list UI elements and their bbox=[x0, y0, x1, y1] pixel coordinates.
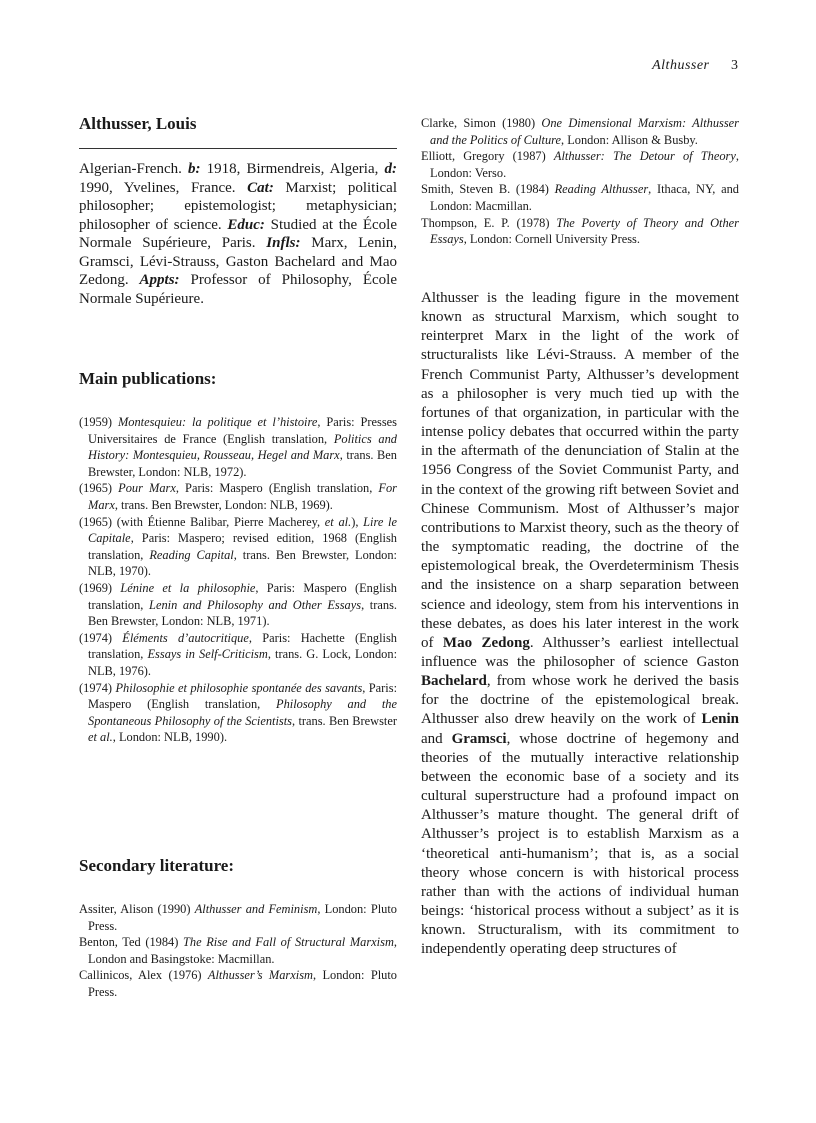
text-run: Marxist; political philosopher; epistemologist; metaphysician; philosopher of science. bbox=[79, 179, 398, 233]
entry-bio bbox=[79, 160, 397, 308]
text-run: , Paris: Presses Universitaires de France (English translation, bbox=[88, 415, 397, 446]
text-run: , Paris: Maspero (English translation, bbox=[88, 680, 398, 712]
text-run: ), bbox=[351, 514, 364, 529]
title-text: Althusser and Feminism bbox=[194, 902, 318, 916]
title-text: Politics and History: Montesquieu, Rousseau, Hegel and Marx bbox=[88, 431, 397, 463]
text-run: Smith, Steven B. (1984) bbox=[421, 182, 555, 197]
text-run: , Ithaca, NY, and London: Macmillan. bbox=[430, 182, 739, 213]
text-run: (1974) bbox=[79, 630, 123, 645]
title-text: Essays in Self-Criticism bbox=[147, 647, 268, 662]
title-text: et al. bbox=[88, 730, 113, 745]
emphasis-text: b: bbox=[188, 161, 201, 177]
text-run: , from whose work he derived the basis for the doctrine of the epistemological break. Althusser also drew heavily on the work of bbox=[421, 673, 739, 728]
reference-item bbox=[79, 967, 397, 1000]
emphasis-text: Gramsci bbox=[451, 730, 507, 747]
title-text: Pour Marx bbox=[118, 481, 176, 496]
publication-item bbox=[79, 414, 397, 480]
text-run: and bbox=[421, 730, 452, 747]
text-run: . Althusser’s earliest intellectual influence was the philosopher of science Gaston bbox=[421, 634, 739, 670]
text-run: , Paris: Maspero (English translation, bbox=[175, 481, 379, 496]
text-run: Benton, Ted (1984) bbox=[79, 935, 183, 950]
title-text: Reading Althusser bbox=[554, 182, 649, 197]
text-run: , trans. Ben Brewster, London: NLB, 1971). bbox=[88, 597, 397, 629]
title-text: The Poverty of Theory and Other Essays bbox=[430, 215, 739, 247]
emphasis-text: Infls: bbox=[266, 235, 301, 251]
text-run: Thompson, E. P. (1978) bbox=[421, 215, 557, 230]
text-run: , London: NLB, 1990). bbox=[112, 730, 228, 745]
emphasis-text: d: bbox=[384, 161, 397, 177]
title-text: et al. bbox=[324, 514, 352, 529]
entry-body-text bbox=[421, 289, 739, 959]
emphasis-text: Bachelard bbox=[421, 673, 487, 690]
secondary-literature-list-left bbox=[79, 901, 397, 1001]
title-text: Althusser’s Marxism bbox=[207, 968, 313, 983]
publication-item bbox=[79, 580, 397, 630]
text-run: (1965) (with Étienne Balibar, Pierre Macherey, bbox=[79, 514, 325, 529]
text-run: , London: Cornell University Press. bbox=[463, 232, 640, 247]
text-run: Assiter, Alison (1990) bbox=[79, 902, 195, 916]
title-text: For Marx bbox=[88, 481, 397, 512]
text-run: (1974) bbox=[79, 680, 116, 695]
secondary-literature-list-right bbox=[421, 115, 739, 248]
title-text: Reading Capital bbox=[149, 547, 234, 562]
text-run: Marx, Lenin, Gramsci, Lévi-Strauss, Gaston Bachelard and Mao Zedong. bbox=[79, 235, 397, 288]
text-run: , trans. Ben Brewster bbox=[292, 713, 397, 728]
text-run: (1959) bbox=[79, 415, 118, 429]
title-text: Lénine et la philosophie bbox=[120, 580, 256, 595]
title-text: One Dimensional Marxism: Althusser and the Politics of Culture bbox=[430, 116, 739, 147]
publication-item bbox=[79, 480, 397, 513]
secondary-literature-heading: Secondary literature: bbox=[79, 856, 235, 875]
text-run: , Paris: Maspero; revised edition, 1968 (English translation, bbox=[88, 531, 397, 562]
title-text: Éléments d’autocritique bbox=[122, 630, 249, 645]
title-text: Philosophie et philosophie spontanée des savants bbox=[115, 680, 363, 695]
reference-item bbox=[421, 115, 739, 148]
emphasis-text: Appts: bbox=[139, 272, 180, 288]
text-run: (1969) bbox=[79, 580, 121, 595]
text-run: , London and Basingstoke: Macmillan. bbox=[88, 935, 397, 966]
text-run: 1990, Yvelines, France. bbox=[79, 179, 248, 196]
reference-item bbox=[79, 934, 397, 967]
text-run: (1965) bbox=[79, 481, 119, 496]
running-head bbox=[652, 58, 738, 74]
reference-item bbox=[421, 181, 739, 214]
emphasis-text: Cat: bbox=[247, 179, 274, 196]
text-run: , London: Pluto Press. bbox=[88, 902, 397, 933]
reference-item bbox=[79, 901, 397, 934]
text-run: , trans. G. Lock, London: NLB, 1976). bbox=[88, 647, 398, 678]
title-text: Althusser: The Detour of Theory bbox=[553, 149, 736, 164]
text-run: Studied at the École Normale Supérieure, Paris. bbox=[79, 216, 397, 251]
entry-title: Althusser, Louis bbox=[79, 114, 197, 133]
publication-item bbox=[79, 630, 397, 680]
text-run: Elliott, Gregory (1987) bbox=[421, 149, 554, 164]
main-publications-heading: Main publications: bbox=[79, 369, 217, 388]
emphasis-text: Educ: bbox=[227, 216, 265, 233]
main-publications-list bbox=[79, 414, 397, 746]
reference-item bbox=[421, 148, 739, 181]
text-run: , Paris: Maspero (English translation, bbox=[88, 580, 397, 612]
title-text: The Rise and Fall of Structural Marxism bbox=[183, 935, 394, 950]
title-text: Lenin and Philosophy and Other Essays bbox=[149, 597, 362, 612]
reference-item bbox=[421, 215, 739, 248]
text-run: Callinicos, Alex (1976) bbox=[79, 968, 208, 983]
text-run: , trans. Ben Brewster, London: NLB, 1972). bbox=[88, 448, 397, 479]
text-run: , trans. Ben Brewster, London: NLB, 1969). bbox=[114, 497, 333, 512]
title-text: Montesquieu: la politique et l’histoire bbox=[117, 415, 318, 429]
title-text: Philosophy and the Spontaneous Philosophy of the Scientists bbox=[88, 697, 397, 728]
text-run: Algerian-French. bbox=[79, 161, 188, 177]
text-run: , whose doctrine of hegemony and theories of the mutually interactive relationship between the economic base of a society and its cultural superstructure had a profound impact on Althusser’s mature thought. The general drift of Althusser’s project is to establish Marxism as a ‘theoretical anti-humanism’; that is, as a social theory whose concern is with historical process rather than with the actions of individual human beings: ‘historical process without a subject’ as it is known. Structuralism, with its commitment to independently operating deep structures of bbox=[421, 730, 739, 958]
page-number: 3 bbox=[731, 58, 738, 73]
text-run: , London: Allison & Busby. bbox=[561, 132, 698, 147]
text-run: Professor of Philosophy, École Normale Supérieure. bbox=[79, 272, 398, 307]
emphasis-text: Lenin bbox=[701, 711, 739, 728]
text-run: Althusser is the leading figure in the movement known as structural Marxism, which sought to reinterpret Marx in the light of the work of structuralists like Lévi-Strauss. A member of the French Communist Party, Althusser’s development as a philosopher is very much tied up with the fortunes of that organization, in particular with the intense policy debates that occurred within the party in the aftermath of the denunciation of Stalin at the 1956 Congress of the Soviet Communist Party, and in the context of the growing rift between Soviet and Chinese Communism. Most of Althusser’s major contributions to Marxist theory, such as the theory of the symptomatic reading, the doctrine of the epistemological break, the Overdeterminism Thesis and the insistence on a sharp separation between science and ideology, stem from his interventions in these debates, as does his later interest in the work of bbox=[421, 290, 739, 651]
text-run: , trans. Ben Brewster, London: NLB, 1970). bbox=[88, 547, 397, 579]
publication-item bbox=[79, 514, 397, 580]
running-head-title: Althusser bbox=[652, 58, 710, 73]
text-run: Clarke, Simon (1980) bbox=[421, 116, 542, 130]
text-run: , Paris: Hachette (English translation, bbox=[88, 630, 397, 662]
text-run: , London: Pluto Press. bbox=[88, 968, 397, 999]
publication-item bbox=[79, 680, 397, 746]
emphasis-text: Mao Zedong bbox=[442, 634, 530, 651]
text-run: , London: Verso. bbox=[430, 149, 739, 180]
title-divider bbox=[79, 148, 397, 149]
title-text: Lire le Capitale bbox=[88, 514, 397, 546]
text-run: 1918, Birmendreis, Algeria, bbox=[200, 161, 385, 177]
